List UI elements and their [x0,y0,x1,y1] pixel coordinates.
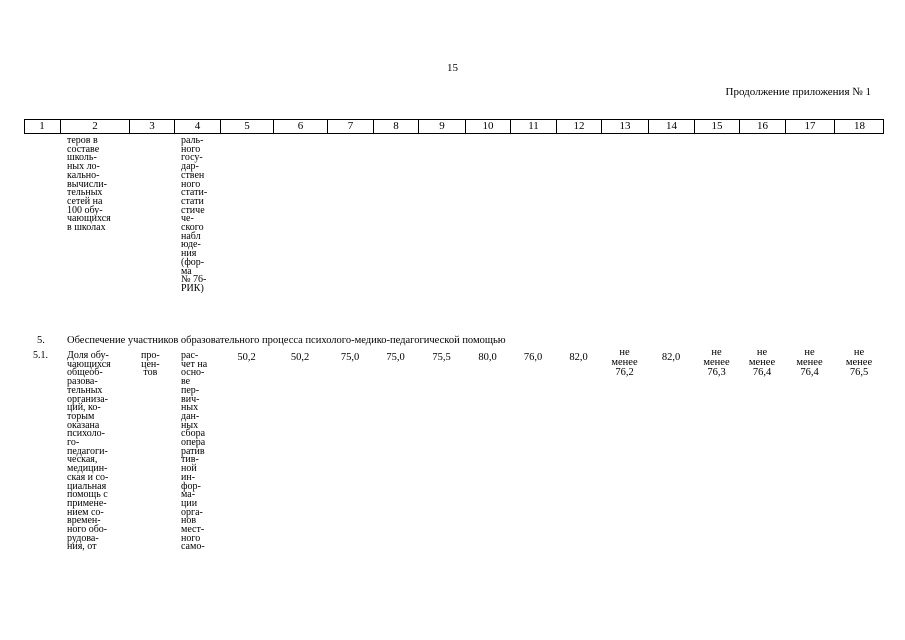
value-col-11: 76,0 [523,352,543,363]
column-number-17: 17 [785,120,834,133]
value-col-18: не менее 76,5 [845,347,873,378]
column-number-9: 9 [418,120,465,133]
column-number-7: 7 [327,120,373,133]
column-number-3: 3 [129,120,174,133]
value-col-10: 80,0 [478,352,497,363]
column-number-2: 2 [60,120,129,133]
column-number-15: 15 [694,120,739,133]
value-col-7: 75,0 [340,352,360,363]
column-number-5: 5 [220,120,273,133]
indicator-name: Доля обу- чающихся общеоб- разова- тельных организа- ций, ко- торым оказана психоло- го- педагоги- ческая, медицин- ская и со- циальная помощь с примене- нием со- времен- ного обо- рудова- ния, от [67,350,111,553]
column-number-4: 4 [174,120,220,133]
value-col-6: 50,2 [290,352,310,363]
column-number-1: 1 [39,120,45,132]
column-number-14: 14 [648,120,694,133]
unit-of-measure: про- цен- тов [141,350,160,379]
value-col-15: не менее 76,3 [703,347,730,378]
cont-indicator-text: теров в составе школь- ных ло- кально- вычисли- тельных сетей на 100 обу- чающихся в школах [67,135,111,234]
continuation-note: Продолжение приложения № 1 [725,86,871,98]
column-number-13: 13 [601,120,648,133]
section-number: 5. [37,335,45,346]
value-col-17: не менее 76,4 [796,347,823,378]
column-number-10: 10 [465,120,510,133]
column-number-18: 18 [834,120,884,133]
value-col-12: 82,0 [569,352,588,363]
value-col-16: не менее 76,4 [748,347,776,378]
value-col-5: 50,2 [237,352,256,363]
column-number-12: 12 [556,120,601,133]
value-col-13: не менее 76,2 [611,347,638,378]
column-number-8: 8 [373,120,418,133]
column-number-16: 16 [739,120,785,133]
value-col-9: 75,5 [432,352,451,363]
column-number-6: 6 [273,120,327,133]
value-col-8: 75,0 [386,352,405,363]
value-col-14: 82,0 [661,352,681,363]
section-title: Обеспечение участников образовательного процесса психолого-медико-педагогической помощью [67,335,506,346]
page-number: 15 [447,62,458,74]
cont-method-text: раль- ного госу- дар- ствен ного стати- стати стиче че- ского набл юде- ния (фор- ма № 76- РИК) [181,135,208,294]
column-number-11: 11 [510,120,556,133]
row-number: 5.1. [33,350,48,361]
calculation-method: рас- чет на осно- ве пер- вич- ных дан- ных сбора опера ратив тив- ной ин- фор- ма- ции орга- нов мест- ного само- [181,350,208,553]
column-number-header [24,119,884,134]
